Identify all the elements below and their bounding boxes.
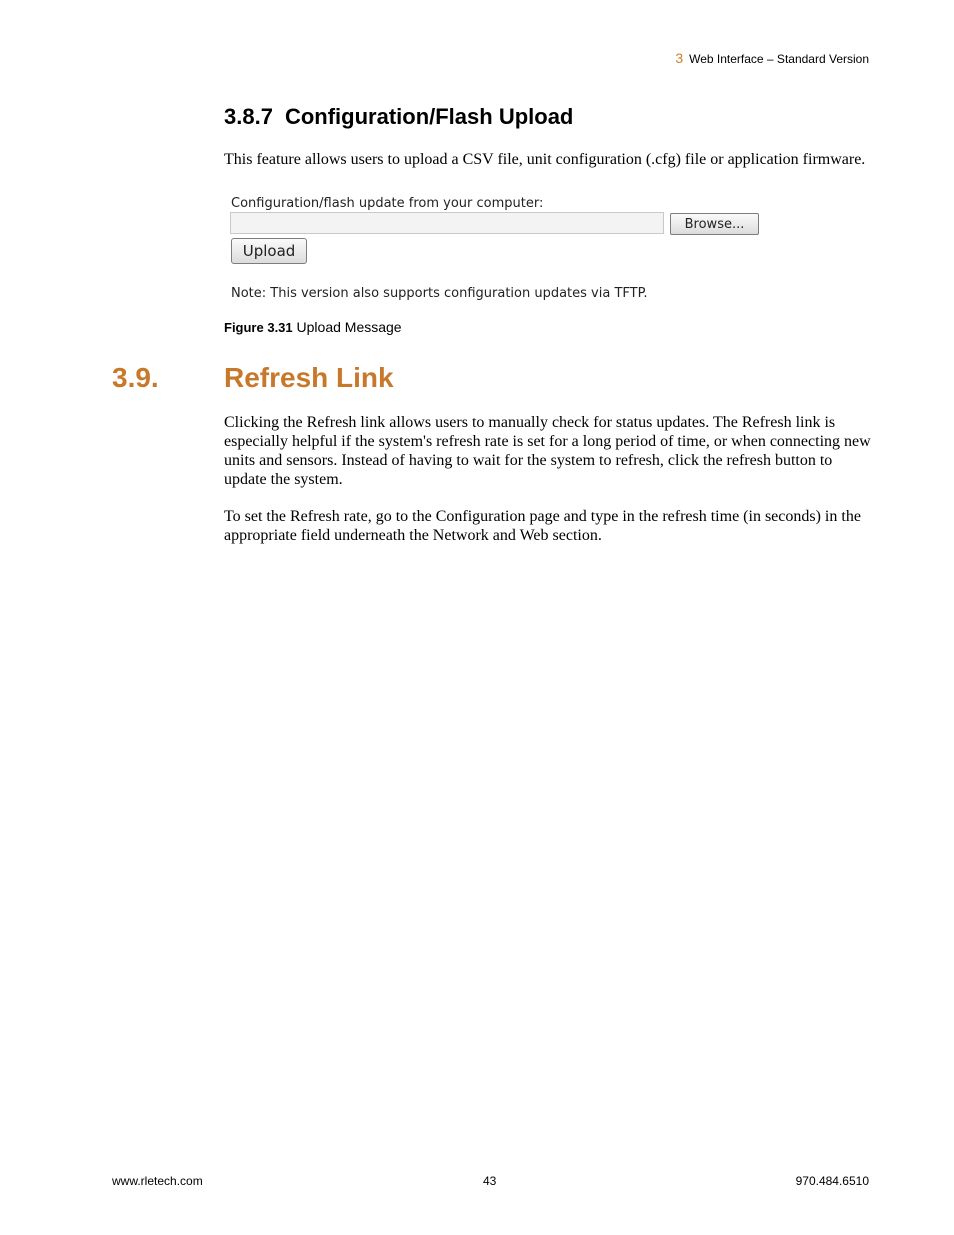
figure-number: Figure 3.31 xyxy=(224,320,293,335)
footer-page-number: 43 xyxy=(483,1174,497,1188)
upload-button[interactable]: Upload xyxy=(231,238,307,264)
footer-website: www.rletech.com xyxy=(112,1174,203,1188)
section-title-3-9: Refresh Link xyxy=(224,362,394,393)
section-title: Configuration/Flash Upload xyxy=(284,104,574,129)
section-number: 3.8.7 xyxy=(224,104,273,129)
chapter-number: 3 xyxy=(675,50,684,66)
tftp-note: Note: This version also supports configuration updates via TFTP. xyxy=(231,286,648,301)
footer-phone: 970.484.6510 xyxy=(795,1174,869,1188)
browse-button[interactable]: Browse... xyxy=(670,213,759,235)
upload-form-label: Configuration/flash update from your computer: xyxy=(231,196,544,211)
upload-form-figure xyxy=(230,196,770,304)
section-heading-3-8-7 xyxy=(224,104,573,130)
file-path-input[interactable] xyxy=(230,212,664,234)
section-intro-paragraph: This feature allows users to upload a CSV file, unit configuration (.cfg) file or application firmware. xyxy=(224,151,866,168)
refresh-paragraph-1: Clicking the Refresh link allows users to manually check for status updates. The Refresh link is especially helpful if the system's refresh rate is set for a long period of time, or when connecting new units and sensors. Instead of having to wait for the system to refresh, click the refresh button to update the system. xyxy=(224,414,871,488)
refresh-paragraph-2: To set the Refresh rate, go to the Configuration page and type in the refresh time (in seconds) in the appropriate field underneath the Network and Web section. xyxy=(224,508,861,544)
figure-title: Upload Message xyxy=(296,319,402,335)
running-header xyxy=(675,50,869,66)
figure-caption xyxy=(224,319,402,335)
section-number-3-9: 3.9. xyxy=(112,362,159,393)
chapter-title: Web Interface – Standard Version xyxy=(689,52,869,66)
